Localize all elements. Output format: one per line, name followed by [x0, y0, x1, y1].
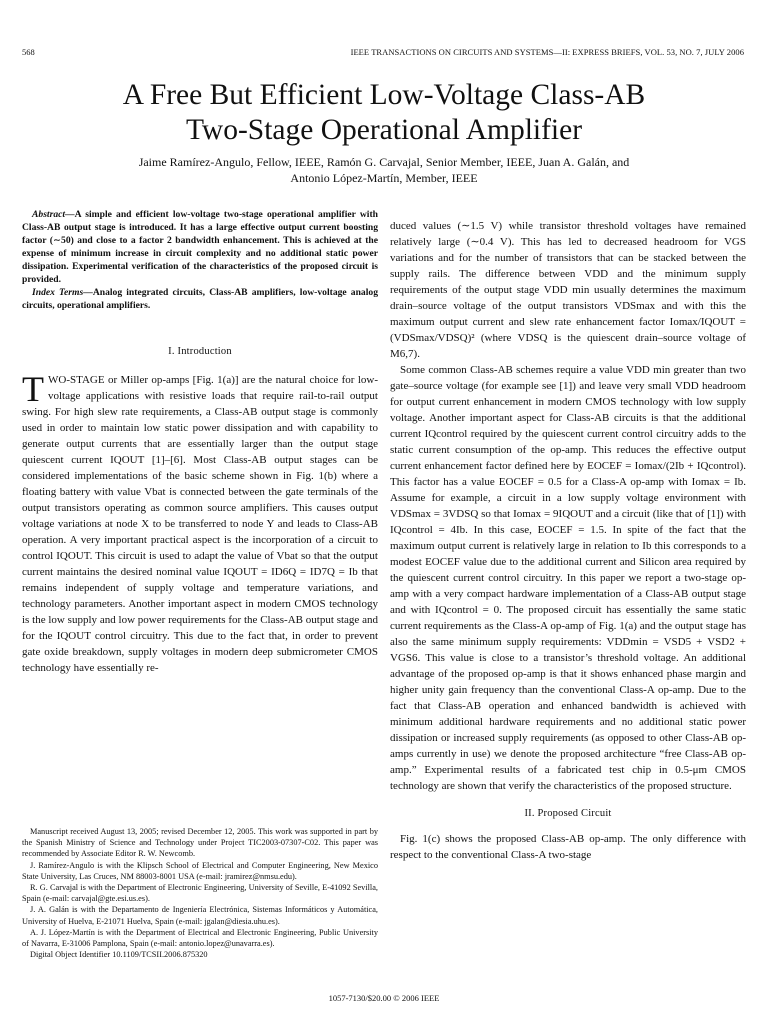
- section-heading-introduction: I. Introduction: [168, 346, 232, 357]
- right-paragraph-1: duced values (∼1.5 V) while transistor threshold voltages have remained relatively large (∼0.4 V). This has led to decreased headroom for VGS variations and for the number of transistors that can be stacked between the supply rails. The difference between VDD and the minimum supply requirements of the output stage VDD min usually determines the maximum drain–source voltage of the output transistors VDSmax and with this the maximum output current and slew rate enhancement factor Iomax/IQOUT = (VDSmax/VDSQ)² (where VDSQ is the quiescent drain–source voltage of M6,7).: [390, 220, 746, 360]
- intro-paragraph-text: WO-STAGE or Miller op-amps [Fig. 1(a)] are the natural choice for low-voltage applications with resistive loads that require rail-to-rail output swing. For high slew rate requirements, a Class-AB output stage is commonly used in order to maintain low static power dissipation and with capability to generate output currents that are essentially larger than the output stage quiescent current IQOUT [1]–[6]. Most Class-AB output stages can be considered implementations of the basic scheme shown in Fig. 1(b) where a floating battery with value Vbat is connected between the gate terminals of the output transistors operating as common source amplifiers. This causes output voltage variations at node X to be transferred to node Y and leads to Class-AB operation. A very important practical aspect is the incorporation of a circuit to control IQOUT. This circuit is used to adapt the value of Vbat so that the output current maintains the desired nominal value IQOUT = ID6Q = ID7Q = Ib that remains independent of supply voltage and temperature variations, and technology parameters. Another important aspect in modern CMOS technology is the low supply and low power requirements for the Class-AB output stage and for the IQOUT control circuitry. This due to the fact that, in order to prevent gate oxide breakdown, supply voltages in modern deep submicrometer CMOS technology have essentially re-: [22, 374, 378, 674]
- footnote-author-3: J. A. Galán is with the Departamento de Ingeniería Electrónica, Sistemas Informáticos y Automática, University of Huelva, E-21071 Huelva, Spain (e-mail: jgalan@diesia.uhu.es).: [22, 905, 378, 926]
- footnote-manuscript: Manuscript received August 13, 2005; revised December 12, 2005. This work was supported in part by the Spanish Ministry of Science and Technology under Project TIC2003-07307-C02. This paper was recommended by Associate Editor R. W. Newcomb.: [22, 827, 378, 859]
- right-paragraph-2: Some common Class-AB schemes require a value VDD min greater than two gate–source voltage (for example see [1]) and leave very small VDD headroom for output current enhancement in modern CMOS technology with low supply voltage. Another important aspect for Class-AB circuits is that the additional current IQcontrol required by the quiescent current control circuitry adds to the static current consumption of the op-amp. This reduces the effective output current enhancement factor defined here by EOCEF = Iomax/(2Ib + IQcontrol). This factor has a value EOCEF = 0.5 for a Class-A op-amp with Iomax = Ib. Assume for example, a circuit in a low supply voltage environment with VDSmax = 3VDSQ so that Iomax = 9IQOUT and a circuit (like that of [1]) with IQcontrol = 4Ib. In this case, EOCEF = 1.5. In spite of the fact that the maximum output current is relatively large in relation to Ib this corresponds to a modest EOCEF value due to the additional current and Silicon area required by the quiescent current control circuitry. In this paper we report a two-stage op-amp with a very compact hardware implementation of a Class-AB output stage and with IQcontrol = 0. The proposed circuit has essentially the same static current requirements as the Class-A op-amp of Fig. 1(a) and the output stage has also the same minimum supply requirements: VDDmin = VSD5 + VSD2 + VGS6. This value is close to a transistor’s threshold voltage. An additional advantage of the proposed op-amp is that it shows enhanced phase margin and higher unity gain frequency than the conventional Class-A op-amp. Due to the fact that Class-AB operation and enhanced bandwidth is achieved with minimum additional hardware requirements and no additional static power dissipation or increased supply requirements (as opposed to other Class-AB op-amps currently in use) we denote the proposed architecture “free Class-AB op-amp.” Experimental results of a fabricated test chip in 0.5-μm CMOS technology are shown that verify the characteristics of the proposed structure.: [390, 364, 746, 792]
- footnote-author-4: A. J. López-Martín is with the Department of Electrical and Electronic Engineering, Public University of Navarra, E-31006 Pamplona, Spain (e-mail: antonio.lopez@unavarra.es).: [22, 927, 378, 949]
- authors-line-1: Jaime Ramírez-Angulo, Fellow, IEEE, Ramón G. Carvajal, Senior Member, IEEE, Juan A. Galán, and: [138, 155, 630, 169]
- author-list: [40, 154, 728, 186]
- journal-running-header: IEEE TRANSACTIONS ON CIRCUITS AND SYSTEMS—II: EXPRESS BRIEFS, VOL. 53, NO. 7, JULY 2006: [350, 47, 744, 57]
- footnote-author-2: R. G. Carvajal is with the Department of Electronic Engineering, University of Seville, E-41092 Sevilla, Spain (e-mail: carvajal@gte.esi.us.es).: [22, 883, 378, 904]
- section-heading-proposed-circuit: II. Proposed Circuit: [524, 808, 612, 819]
- right-paragraph-3: Fig. 1(c) shows the proposed Class-AB op-amp. The only difference with respect to the conventional Class-A two-stage: [390, 833, 746, 861]
- copyright-footer: 1057-7130/$20.00 © 2006 IEEE: [328, 993, 440, 1003]
- intro-paragraph: [22, 369, 378, 676]
- abstract-text: A simple and efficient low-voltage two-stage operational amplifier with Class-AB output stage is introduced. It has a large effective output current boosting factor (∼50) and close to a factor 2 bandwidth enhancement. This is achieved at the expense of minimum increase in circuit complexity and no additional static power dissipation. Experimental verification of the characteristics of the proposed circuit is provided.: [22, 209, 378, 285]
- drop-cap: T: [22, 369, 44, 409]
- abstract-label: Abstract—: [32, 209, 75, 220]
- index-terms-text: Analog integrated circuits, Class-AB amplifiers, low-voltage analog circuits, operational amplifiers.: [22, 287, 378, 311]
- title-line-1: A Free But Efficient Low-Voltage Class-AB: [122, 79, 646, 111]
- authors-line-2: Antonio López-Martín, Member, IEEE: [290, 171, 478, 185]
- footnote-doi: Digital Object Identifier 10.1109/TCSII.2006.875320: [30, 950, 208, 960]
- left-column: [22, 208, 378, 676]
- footnotes: [22, 826, 378, 960]
- abstract: [22, 208, 378, 286]
- paper-title: [0, 78, 768, 148]
- index-terms-label: Index Terms—: [32, 287, 93, 298]
- title-line-2: Two-Stage Operational Amplifier: [185, 114, 583, 146]
- right-column: [390, 218, 746, 863]
- page-number: 568: [22, 47, 35, 57]
- footnote-author-1: J. Ramírez-Angulo is with the Klipsch School of Electrical and Computer Engineering, New Mexico State University, Las Cruces, NM 88003-8001 USA (e-mail: jramirez@nmsu.edu).: [22, 860, 378, 881]
- index-terms: [22, 286, 378, 312]
